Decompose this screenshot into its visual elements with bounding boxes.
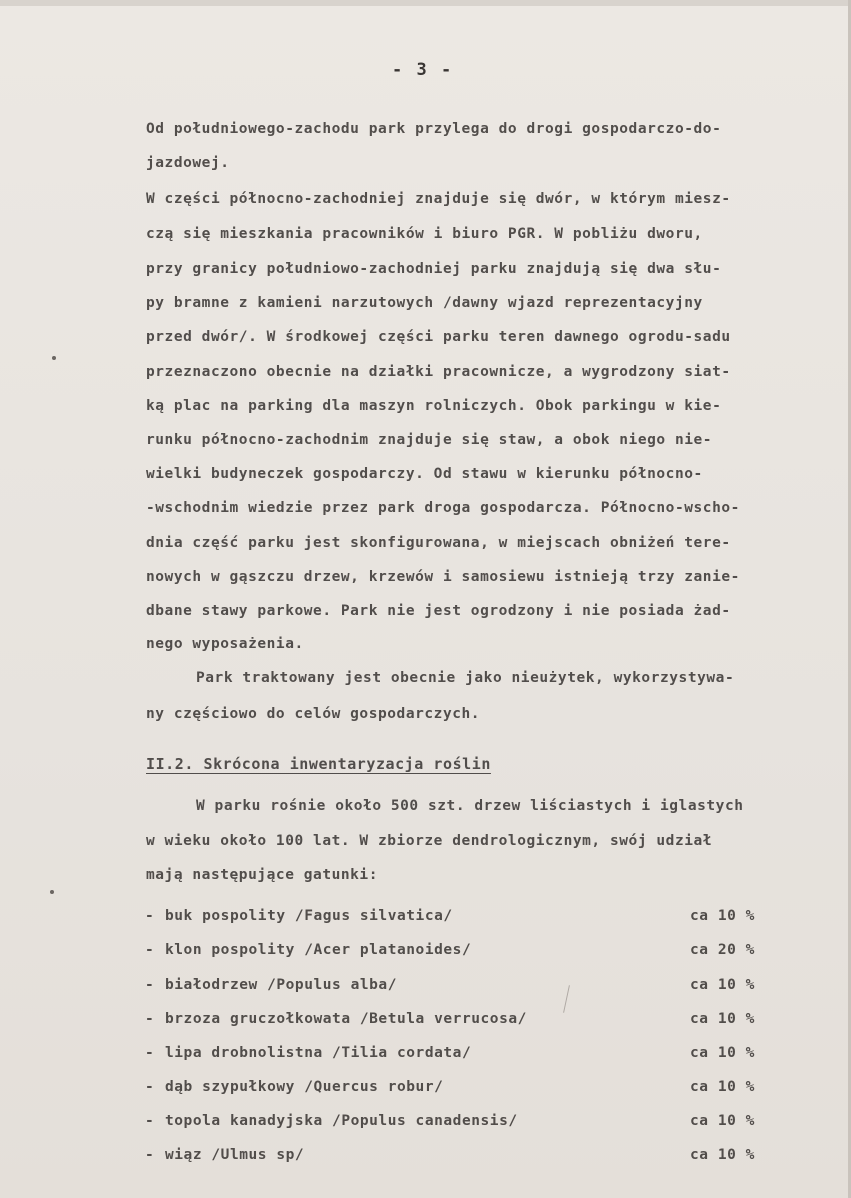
species-row <box>145 1147 785 1169</box>
page-number: - 3 - <box>392 60 454 80</box>
text-line: dbane stawy parkowe. Park nie jest ogrodzony i nie posiada żad- <box>146 603 731 619</box>
text-line: mają następujące gatunki: <box>146 867 378 883</box>
list-dash: - <box>145 977 155 993</box>
list-dash: - <box>145 1045 155 1061</box>
text-line: runku północno-zachodnim znajduje się staw, a obok niego nie- <box>146 432 713 448</box>
species-name: brzoza gruczołkowata /Betula verrucosa/ <box>165 1011 527 1027</box>
text-line: jazdowej. <box>146 155 230 171</box>
species-row <box>145 942 785 964</box>
species-row <box>145 908 785 930</box>
text-line: py bramne z kamieni narzutowych /dawny wjazd reprezentacyjny <box>146 295 703 311</box>
species-share: ca 10 % <box>690 1113 755 1129</box>
list-dash: - <box>145 1011 155 1027</box>
text-line: przeznaczono obecnie na działki pracownicze, a wygrodzony siat- <box>146 364 731 380</box>
text-line: ny częściowo do celów gospodarczych. <box>146 706 481 722</box>
section-heading: II.2. Skrócona inwentaryzacja roślin <box>146 755 491 773</box>
text-line: w wieku około 100 lat. W zbiorze dendrologicznym, swój udział <box>146 833 713 849</box>
text-line: dnia część parku jest skonfigurowana, w miejscach obniżeń tere- <box>146 535 731 551</box>
species-name: wiąz /Ulmus sp/ <box>165 1147 305 1163</box>
species-name: buk pospolity /Fagus silvatica/ <box>165 908 453 924</box>
list-dash: - <box>145 1147 155 1163</box>
species-share: ca 10 % <box>690 1011 755 1027</box>
species-share: ca 10 % <box>690 1045 755 1061</box>
text-line: przed dwór/. W środkowej części parku teren dawnego ogrodu-sadu <box>146 329 731 345</box>
text-line: czą się mieszkania pracowników i biuro PGR. W pobliżu dworu, <box>146 226 703 242</box>
species-share: ca 10 % <box>690 908 755 924</box>
list-dash: - <box>145 908 155 924</box>
paper-speck <box>52 356 56 360</box>
text-line: Park traktowany jest obecnie jako nieużytek, wykorzystywa- <box>196 670 735 686</box>
species-share: ca 20 % <box>690 942 755 958</box>
page-edge-top <box>0 0 851 6</box>
species-share: ca 10 % <box>690 977 755 993</box>
text-line: nego wyposażenia. <box>146 636 304 652</box>
text-line: przy granicy południowo-zachodniej parku znajdują się dwa słu- <box>146 261 722 277</box>
species-row <box>145 1011 785 1033</box>
text-line: W parku rośnie około 500 szt. drzew liściastych i iglastych <box>196 798 744 814</box>
text-line: Od południowego-zachodu park przylega do drogi gospodarczo-do- <box>146 121 722 137</box>
list-dash: - <box>145 942 155 958</box>
species-name: lipa drobnolistna /Tilia cordata/ <box>165 1045 472 1061</box>
list-dash: - <box>145 1113 155 1129</box>
species-row <box>145 1113 785 1135</box>
species-row <box>145 977 785 999</box>
species-row <box>145 1045 785 1067</box>
list-dash: - <box>145 1079 155 1095</box>
species-name: dąb szypułkowy /Quercus robur/ <box>165 1079 444 1095</box>
text-line: W części północno-zachodniej znajduje się dwór, w którym miesz- <box>146 191 731 207</box>
species-share: ca 10 % <box>690 1147 755 1163</box>
species-name: topola kanadyjska /Populus canadensis/ <box>165 1113 518 1129</box>
paper-speck <box>50 890 54 894</box>
species-name: klon pospolity /Acer platanoides/ <box>165 942 472 958</box>
text-line: -wschodnim wiedzie przez park droga gospodarcza. Północno-wscho- <box>146 500 740 516</box>
text-line: nowych w gąszczu drzew, krzewów i samosiewu istnieją trzy zanie- <box>146 569 740 585</box>
text-line: wielki budyneczek gospodarczy. Od stawu w kierunku północno- <box>146 466 703 482</box>
species-name: białodrzew /Populus alba/ <box>165 977 397 993</box>
species-row <box>145 1079 785 1101</box>
text-line: ką plac na parking dla maszyn rolniczych. Obok parkingu w kie- <box>146 398 722 414</box>
species-share: ca 10 % <box>690 1079 755 1095</box>
